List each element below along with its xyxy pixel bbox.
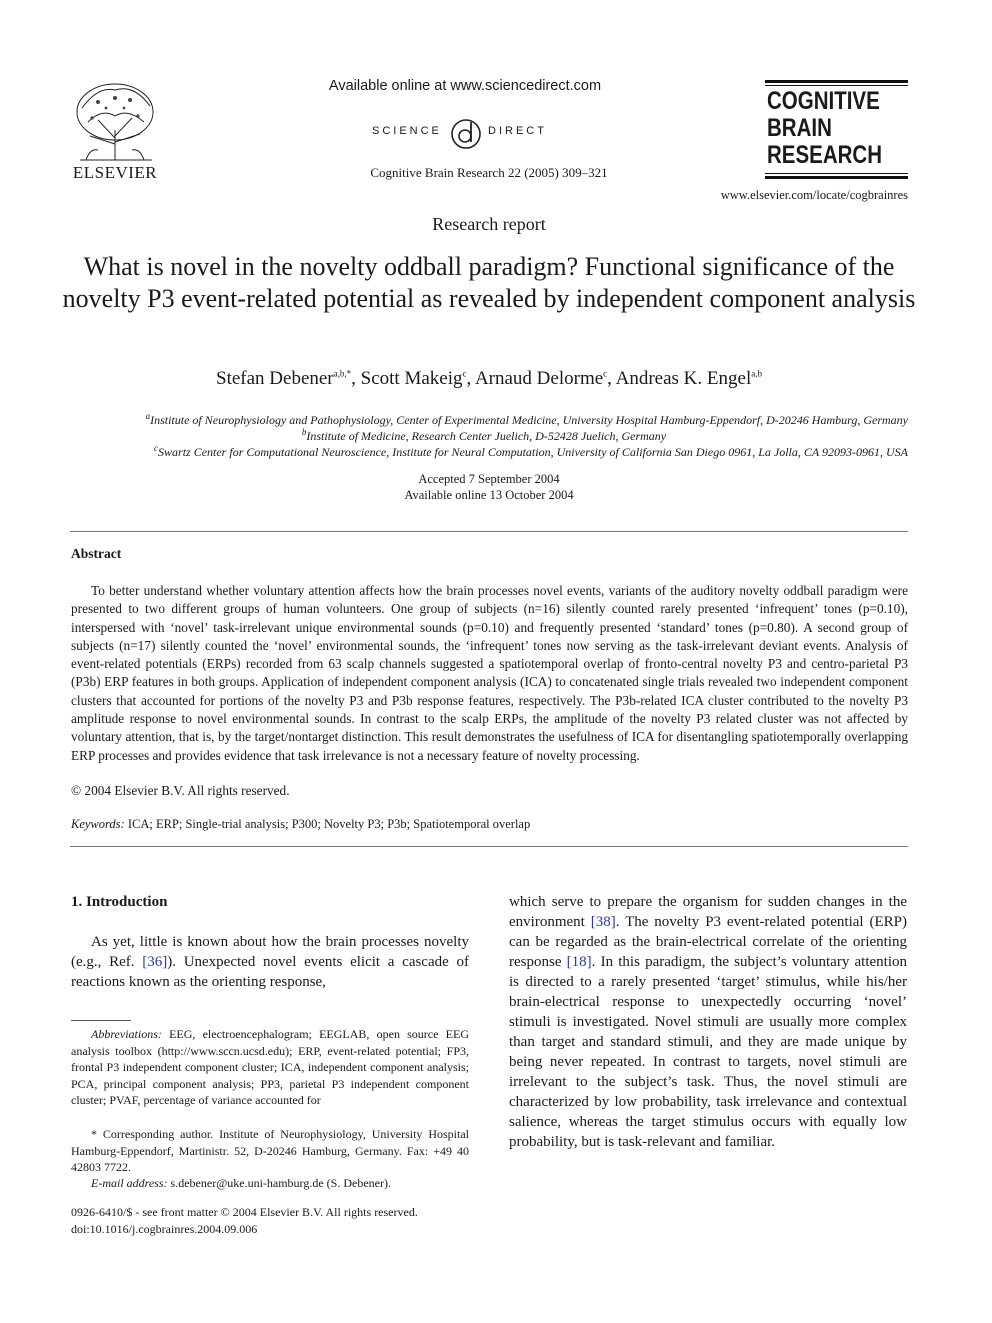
affiliation-b: [60, 427, 908, 444]
section-heading: 1. Introduction: [71, 894, 168, 910]
body-text: . The novelty P3 event-related potential (ERP) can be regarded as the brain-electrical correlate of the orienting response: [509, 914, 907, 970]
article-title: What is novel in the novelty oddball paradigm? Functional significance of the novelty P3 event-related potential as revealed by independent component analysis: [62, 252, 916, 313]
affiliation-text: Swartz Center for Computational Neuroscience, Institute for Neural Computation, University of California San Diego 0961, La Jolla, CA 92093-0961, USA: [158, 445, 908, 459]
body-text: ). Unexpected novel events elicit a cascade of reactions known as the orienting response,: [71, 954, 469, 990]
journal-name-line-1: COGNITIVE: [767, 87, 880, 115]
journal-url[interactable]: www.elsevier.com/locate/cogbrainres: [720, 188, 908, 202]
abstract-heading: Abstract: [71, 546, 122, 561]
journal-logo: [765, 80, 908, 179]
email-footnote: [71, 1175, 469, 1192]
sd-at-icon: [448, 116, 484, 152]
corresponding-author-footnote: * Corresponding author. Institute of Neurophysiology, University Hospital Hamburg-Eppendorf, Martinistr. 52, D-20246 Hamburg, Germany. Fax: +49 40 42803 7722.: [71, 1127, 469, 1174]
abstract-copyright: © 2004 Elsevier B.V. All rights reserved.: [71, 783, 290, 798]
keywords-text: ICA; ERP; Single-trial analysis; P300; Novelty P3; P3b; Spatiotemporal overlap: [127, 817, 531, 831]
sciencedirect-logo: [320, 116, 610, 152]
journal-name-line-3: RESEARCH: [767, 141, 883, 169]
journal-reference: Cognitive Brain Research 22 (2005) 309–321: [370, 165, 608, 180]
sd-science-word: SCIENCE: [372, 125, 442, 137]
affiliation-a: [60, 411, 908, 428]
author-sup: c: [462, 368, 467, 379]
author-name: Andreas K. Engel: [615, 368, 752, 389]
abbreviations-footnote: [71, 1026, 469, 1109]
body-text: As yet, little is known about how the brain processes novelty (e.g., Ref.: [71, 934, 469, 970]
issn-line: 0926-6410/$ - see front matter © 2004 Elsevier B.V. All rights reserved.: [71, 1205, 418, 1219]
citation-link[interactable]: [18]: [566, 954, 592, 970]
accepted-date: Accepted 7 September 2004: [418, 472, 560, 486]
keywords-label: Keywords:: [71, 817, 125, 831]
author-sup: a,b,*: [333, 368, 352, 379]
publisher-name: ELSEVIER: [72, 163, 158, 182]
email-label: E-mail address:: [91, 1176, 168, 1190]
citation-link[interactable]: [38]: [590, 914, 616, 930]
intro-left-column: [71, 932, 469, 992]
keywords: [71, 817, 530, 832]
doi-line[interactable]: doi:10.1016/j.cogbrainres.2004.09.006: [71, 1222, 258, 1236]
author-list: Stefan Debener$^{a,b,*}$, Scott Makeig$^c$, Arnaud Delorme$^c$, Andreas K. Engel$^{a,b}$: [216, 368, 762, 389]
affiliation-text: Institute of Medicine, Research Center Juelich, D-52428 Juelich, Germany: [306, 429, 667, 443]
article-type: Research report: [432, 214, 546, 234]
abbreviations-label: Abbreviations:: [91, 1027, 162, 1041]
abbreviations-text: EEG, electroencephalogram; EEGLAB, open source EEG analysis toolbox (http://www.sccn.ucsd.edu); ERP, event-related potential; FP3, frontal P3 independent component cluster; ICA, independent component analysis; PCA, principal component analysis; PP3, parietal P3 independent component cluster; PVAF, percentage of variance accounted for: [71, 1027, 469, 1107]
author-sup: a,b: [751, 368, 762, 379]
author-name: Stefan Debener: [216, 368, 334, 389]
divider: [70, 846, 908, 847]
affiliation-c: [60, 443, 908, 460]
body-text: . In this paradigm, the subject’s voluntary attention is directed to a rarely presented ‘target’ stimulus, while his/her brain-electrical response to unexpectedly occurring ‘novel’ stimuli is investigated. Novel stimuli are usually more complex than target and standard stimuli, and they are made unique by being never repeated. In contrast to targets, novel stimuli are irrelevant to the subject’s task. Thus, the novel stimuli are characterized by low probability, task irrelevance and contextual salience, whereas the target stimulus occurs with equally low probability, but is task-relevant and familiar.: [509, 954, 907, 1150]
author-name: Scott Makeig: [360, 368, 463, 389]
author-sup: c: [603, 368, 608, 379]
email-address[interactable]: s.debener@uke.uni-hamburg.de (S. Debener).: [170, 1176, 391, 1190]
sd-direct-word: DIRECT: [488, 125, 547, 137]
affiliation-sup: a: [145, 411, 151, 421]
abstract-text: To better understand whether voluntary attention affects how the brain processes novel events, variants of the auditory novelty oddball paradigm were presented to two different groups of human volunteers. One group of subjects (n=16) silently counted rarely presented ‘infrequent’ tones (p=0.10), interspersed with ‘novel’ task-irrelevant unique environmental sounds (p=0.10) and frequently presented ‘standard’ tones (p=0.80). A second group of subjects (n=17) silently counted the ‘novel’ environmental sounds, the ‘infrequent’ tones now serving as the task-irrelevant deviant events. Analysis of event-related potentials (ERPs) recorded from 63 scalp channels suggested a spatiotemporal overlap of fronto-central novelty P3 and centro-parietal P3 (P3b) ERP features in both groups. Application of independent component analysis (ICA) to concatenated single trials revealed two independent component clusters that accounted for portions of the novelty P3 and P3b response features, respectively. The P3b-related ICA cluster contributed to the novelty P3 amplitude response to novel environmental sounds. In contrast to the scalp ERPs, the amplitude of the novelty P3 related cluster was not affected by voluntary attention, that is, by the target/nontarget distinction. This result demonstrates the usefulness of ICA for disentangling spatiotemporally overlapping ERP processes and provides evidence that task irrelevance is not a necessary feature of novelty processing.: [71, 583, 908, 763]
available-online-text[interactable]: Available online at www.sciencedirect.com: [328, 78, 602, 94]
intro-right-column: [509, 892, 907, 1152]
author-name: Arnaud Delorme: [474, 368, 604, 389]
journal-name-line-2: BRAIN: [767, 114, 832, 142]
available-date: Available online 13 October 2004: [404, 488, 574, 502]
footnote-divider: [71, 1020, 131, 1021]
affiliation-text: Institute of Neurophysiology and Pathophysiology, Center of Experimental Medicine, University Hospital Hamburg-Eppendorf, D-20246 Hamburg, Germany: [150, 413, 908, 427]
affiliation-sup: b: [301, 427, 307, 437]
body-text: which serve to prepare the organism for sudden changes in the environment: [509, 894, 907, 930]
citation-link[interactable]: [36]: [142, 954, 168, 970]
affiliation-sup: c: [154, 443, 159, 453]
divider: [70, 531, 908, 532]
